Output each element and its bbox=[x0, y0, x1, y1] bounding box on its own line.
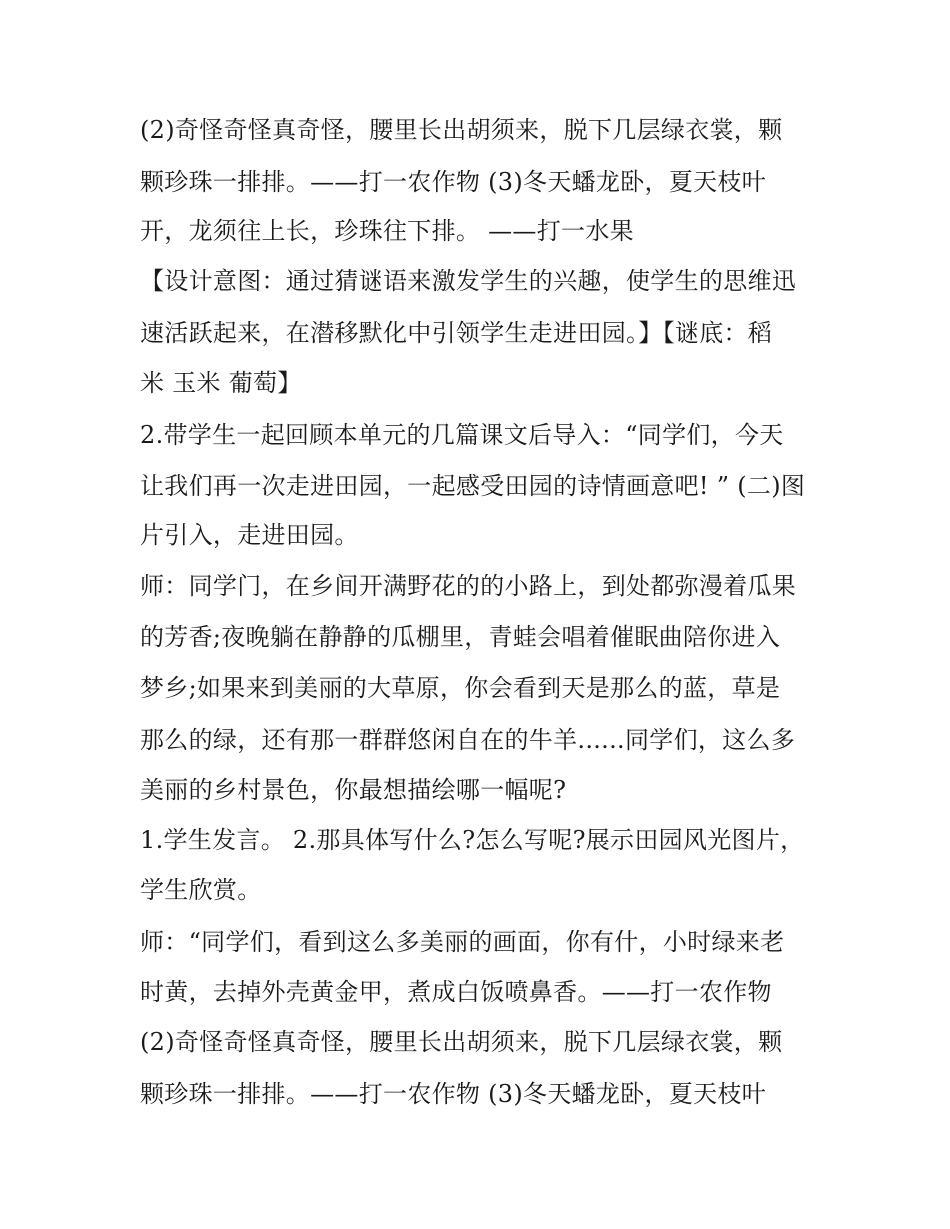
text-line: 颗珍珠一排排。——打一农作物 (3)冬天蟠龙卧，夏天枝叶 bbox=[140, 1080, 767, 1108]
text-line: 那么的绿，还有那一群群悠闲自在的牛羊......同学们，这么多 bbox=[140, 726, 796, 754]
text-line: 片引入，走进田园。 bbox=[140, 521, 359, 549]
text-line: 师：“同学们，看到这么多美丽的画面，你有什，小时绿来老 bbox=[140, 928, 785, 956]
text-line: (2)奇怪奇怪真奇怪，腰里长出胡须来，脱下几层绿衣裳，颗 bbox=[140, 116, 783, 144]
text-line: 让我们再一次走进田园，一起感受田园的诗情画意吧! ” (二)图 bbox=[140, 472, 806, 500]
text-line: 米 玉米 葡萄】 bbox=[140, 369, 302, 397]
text-line: 【设计意图：通过猜谜语来激发学生的兴趣，使学生的思维迅 bbox=[140, 267, 797, 295]
text-line: 学生欣赏。 bbox=[140, 876, 262, 904]
text-line: 开，龙须往上长，珍珠往下排。 ——打一水果 bbox=[140, 217, 634, 245]
text-line: 时黄，去掉外壳黄金甲，煮成白饭喷鼻香。——打一农作物 bbox=[140, 978, 772, 1006]
text-line: (2)奇怪奇怪真奇怪，腰里长出胡须来，脱下几层绿衣裳，颗 bbox=[140, 1028, 783, 1056]
text-line: 颗珍珠一排排。——打一农作物 (3)冬天蟠龙卧，夏天枝叶 bbox=[140, 168, 767, 196]
text-line: 梦乡;如果来到美丽的大草原，你会看到天是那么的蓝，草是 bbox=[140, 674, 781, 702]
text-line: 速活跃起来，在潜移默化中引领学生走进田园。】【谜底：稻 bbox=[140, 319, 773, 347]
text-line: 美丽的乡村景色，你最想描绘哪一幅呢? bbox=[140, 776, 567, 804]
text-line: 1.学生发言。 2.那具体写什么?怎么写呢?展示田园风光图片， bbox=[140, 826, 805, 854]
text-line: 师：同学门，在乡间开满野花的的小路上，到处都弥漫着瓜果 bbox=[140, 572, 797, 600]
text-line: 2.带学生一起回顾本单元的几篇课文后导入：“同学们，今天 bbox=[140, 421, 784, 449]
text-line: 的芳香;夜晚躺在静静的瓜棚里，青蛙会唱着催眠曲陪你进入 bbox=[140, 623, 781, 651]
